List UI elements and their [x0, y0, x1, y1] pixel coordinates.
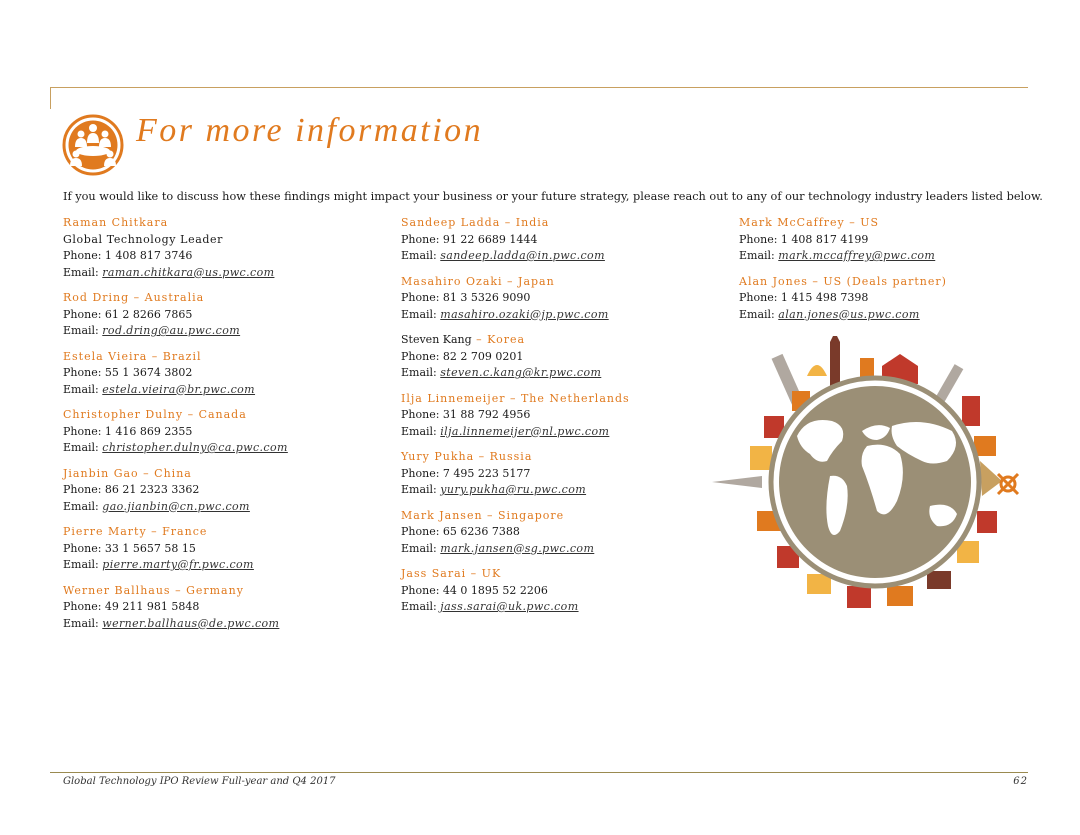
- contact-name-text: Masahiro Ozaki – Japan: [401, 274, 555, 288]
- contact-block: [401, 274, 721, 324]
- contact-block: [63, 583, 383, 633]
- email-link[interactable]: mark.mccaffrey@pwc.com: [778, 249, 936, 262]
- phone-number: 1 408 817 3746: [104, 249, 193, 262]
- phone-number: 7 495 223 5177: [442, 466, 531, 480]
- contact-email: [401, 599, 721, 616]
- email-link[interactable]: ilja.linnemeijer@nl.pwc.com: [440, 424, 610, 438]
- contact-email: [401, 541, 721, 558]
- email-label: Email:: [401, 483, 437, 496]
- email-link[interactable]: jass.sarai@uk.pwc.com: [440, 600, 579, 613]
- contact-email: [63, 557, 383, 574]
- contact-name-text: Ilja Linnemeijer – The Netherlands: [401, 391, 630, 405]
- contact-name: [63, 524, 383, 541]
- contact-name: [401, 332, 721, 349]
- email-label: Email:: [63, 616, 99, 630]
- phone-label: Phone:: [63, 249, 102, 262]
- contact-email: [401, 248, 721, 265]
- contact-phone: [401, 524, 721, 541]
- email-link[interactable]: werner.ballhaus@de.pwc.com: [102, 616, 280, 630]
- contact-email: [739, 248, 1059, 265]
- contact-name: [63, 407, 383, 424]
- contact-name-text: Jianbin Gao – China: [63, 466, 192, 480]
- contact-name-text: Raman Chitkara: [63, 216, 169, 229]
- contact-block: [401, 566, 721, 616]
- email-label: Email:: [63, 558, 99, 571]
- email-label: Email:: [63, 265, 99, 279]
- contact-email: [401, 365, 721, 382]
- phone-number: 86 21 2323 3362: [104, 483, 200, 496]
- email-link[interactable]: alan.jones@us.pwc.com: [778, 307, 920, 321]
- intro-text: If you would like to discuss how these findings might impact your business or your future strategy, please reach out to any of our technology industry leaders listed below.: [63, 190, 1043, 203]
- email-label: Email:: [401, 366, 437, 379]
- contact-phone: [739, 232, 1059, 249]
- phone-label: Phone:: [401, 349, 440, 363]
- email-link[interactable]: sandeep.ladda@in.pwc.com: [440, 249, 605, 262]
- phone-label: Phone:: [739, 232, 778, 246]
- phone-number: 1 408 817 4199: [780, 232, 869, 246]
- phone-number: 1 415 498 7398: [780, 291, 869, 304]
- contact-email: [63, 323, 383, 340]
- contact-name-text: – Korea: [471, 333, 526, 346]
- people-meeting-icon: [62, 114, 124, 176]
- email-link[interactable]: estela.vieira@br.pwc.com: [102, 382, 256, 396]
- email-link[interactable]: yury.pukha@ru.pwc.com: [440, 483, 587, 496]
- page-number: 62: [1013, 776, 1028, 787]
- email-label: Email:: [401, 424, 437, 438]
- contact-email: [63, 382, 383, 399]
- phone-label: Phone:: [401, 525, 440, 538]
- email-link[interactable]: gao.jianbin@cn.pwc.com: [102, 499, 250, 513]
- contact-name-text: Sandeep Ladda – India: [401, 216, 550, 229]
- contact-phone: [401, 466, 721, 483]
- contact-phone: [401, 349, 721, 366]
- phone-label: Phone:: [63, 366, 102, 379]
- email-link[interactable]: pierre.marty@fr.pwc.com: [102, 558, 254, 571]
- contact-name: [63, 583, 383, 600]
- contact-email: [401, 482, 721, 499]
- email-link[interactable]: steven.c.kang@kr.pwc.com: [440, 366, 602, 379]
- contact-block: [739, 274, 1059, 324]
- contact-name: [63, 290, 383, 307]
- contact-phone: [401, 232, 721, 249]
- contact-email: [401, 424, 721, 441]
- contact-role: Global Technology Leader: [63, 232, 223, 246]
- contact-name-prefix: Steven Kang: [401, 333, 472, 346]
- phone-label: Phone:: [63, 483, 102, 496]
- contact-block: [63, 466, 383, 516]
- phone-number: 1 416 869 2355: [104, 424, 193, 438]
- contact-phone: [63, 365, 383, 382]
- phone-label: Phone:: [63, 600, 102, 613]
- email-link[interactable]: raman.chitkara@us.pwc.com: [102, 265, 275, 279]
- contact-column-2: [401, 215, 721, 625]
- contact-block: [739, 215, 1059, 265]
- contact-column-3: [739, 215, 1059, 332]
- contact-name-text: Christopher Dulny – Canada: [63, 408, 247, 421]
- phone-label: Phone:: [63, 307, 102, 321]
- phone-number: 31 88 792 4956: [442, 408, 531, 421]
- contact-column-1: [63, 215, 383, 641]
- phone-label: Phone:: [63, 424, 102, 438]
- contact-block: [63, 524, 383, 574]
- contact-name-text: Pierre Marty – France: [63, 525, 208, 538]
- contact-email: [739, 307, 1059, 324]
- footer-text: Global Technology IPO Review Full-year and Q4 2017: [63, 776, 336, 787]
- contact-phone: [63, 424, 383, 441]
- contact-name-text: Yury Pukha – Russia: [401, 450, 533, 463]
- contact-block: [401, 215, 721, 265]
- contact-name: [401, 274, 721, 291]
- email-label: Email:: [63, 441, 99, 454]
- footer-rule: [50, 772, 1028, 773]
- contact-phone: [63, 307, 383, 324]
- contact-email: [63, 440, 383, 457]
- page-title: For more information: [136, 112, 484, 149]
- contact-block: [63, 290, 383, 340]
- contact-phone: [401, 407, 721, 424]
- contact-name: [63, 215, 383, 232]
- contact-name-text: Alan Jones – US (Deals partner): [739, 274, 947, 288]
- contact-phone: [63, 599, 383, 616]
- contact-block: [63, 407, 383, 457]
- contact-block: [63, 349, 383, 399]
- phone-label: Phone:: [63, 541, 102, 555]
- phone-label: Phone:: [401, 232, 440, 246]
- contact-phone: [401, 290, 721, 307]
- top-rule: [50, 87, 1028, 88]
- contact-name: [739, 274, 1059, 291]
- contact-name-text: Mark Jansen – Singapore: [401, 508, 565, 522]
- phone-number: 91 22 6689 1444: [442, 232, 538, 246]
- phone-number: 82 2 709 0201: [442, 349, 524, 363]
- email-label: Email:: [63, 324, 99, 337]
- contact-email: [63, 499, 383, 516]
- contact-phone: [63, 248, 383, 265]
- phone-number: 65 6236 7388: [442, 525, 520, 538]
- contact-name-text: Estela Vieira – Brazil: [63, 349, 202, 363]
- contact-name: [739, 215, 1059, 232]
- phone-number: 55 1 3674 3802: [104, 366, 193, 379]
- email-label: Email:: [401, 307, 437, 321]
- contact-block: [63, 215, 383, 281]
- email-label: Email:: [63, 499, 99, 513]
- email-link[interactable]: mark.jansen@sg.pwc.com: [440, 541, 595, 555]
- contact-name: [401, 391, 721, 408]
- contact-block: [401, 508, 721, 558]
- contact-name: [401, 508, 721, 525]
- contact-name: [401, 215, 721, 232]
- contact-phone: [63, 482, 383, 499]
- email-label: Email:: [63, 382, 99, 396]
- phone-number: 33 1 5657 58 15: [104, 541, 196, 555]
- contact-name: [63, 349, 383, 366]
- contact-name-text: Werner Ballhaus – Germany: [63, 583, 244, 597]
- contact-name: [63, 466, 383, 483]
- contact-phone: [63, 541, 383, 558]
- contact-block: [401, 391, 721, 441]
- email-label: Email:: [739, 249, 775, 262]
- contact-name-text: Jass Sarai – UK: [401, 567, 502, 580]
- phone-number: 49 211 981 5848: [104, 600, 200, 613]
- contact-name-text: Mark McCaffrey – US: [739, 216, 880, 229]
- phone-label: Phone:: [401, 408, 440, 421]
- email-label: Email:: [739, 307, 775, 321]
- contact-phone: [401, 583, 721, 600]
- top-rule-tick: [50, 87, 51, 109]
- contact-email: [63, 616, 383, 633]
- contact-block: [401, 449, 721, 499]
- email-link[interactable]: christopher.dulny@ca.pwc.com: [102, 441, 288, 454]
- phone-label: Phone:: [401, 583, 440, 597]
- contact-email: [63, 265, 383, 282]
- contact-phone: [739, 290, 1059, 307]
- phone-label: Phone:: [401, 291, 440, 304]
- email-label: Email:: [401, 600, 437, 613]
- phone-number: 61 2 8266 7865: [104, 307, 193, 321]
- phone-number: 81 3 5326 9090: [442, 291, 531, 304]
- contact-block: [401, 332, 721, 382]
- phone-label: Phone:: [401, 466, 440, 480]
- email-label: Email:: [401, 249, 437, 262]
- email-link[interactable]: rod.dring@au.pwc.com: [102, 324, 241, 337]
- contact-email: [401, 307, 721, 324]
- contact-name: [401, 566, 721, 583]
- phone-label: Phone:: [739, 291, 778, 304]
- world-landmarks-globe-illustration: [712, 336, 1030, 616]
- email-label: Email:: [401, 541, 437, 555]
- email-link[interactable]: masahiro.ozaki@jp.pwc.com: [440, 307, 609, 321]
- contact-name: [401, 449, 721, 466]
- phone-number: 44 0 1895 52 2206: [442, 583, 548, 597]
- contact-name-text: Rod Dring – Australia: [63, 291, 205, 304]
